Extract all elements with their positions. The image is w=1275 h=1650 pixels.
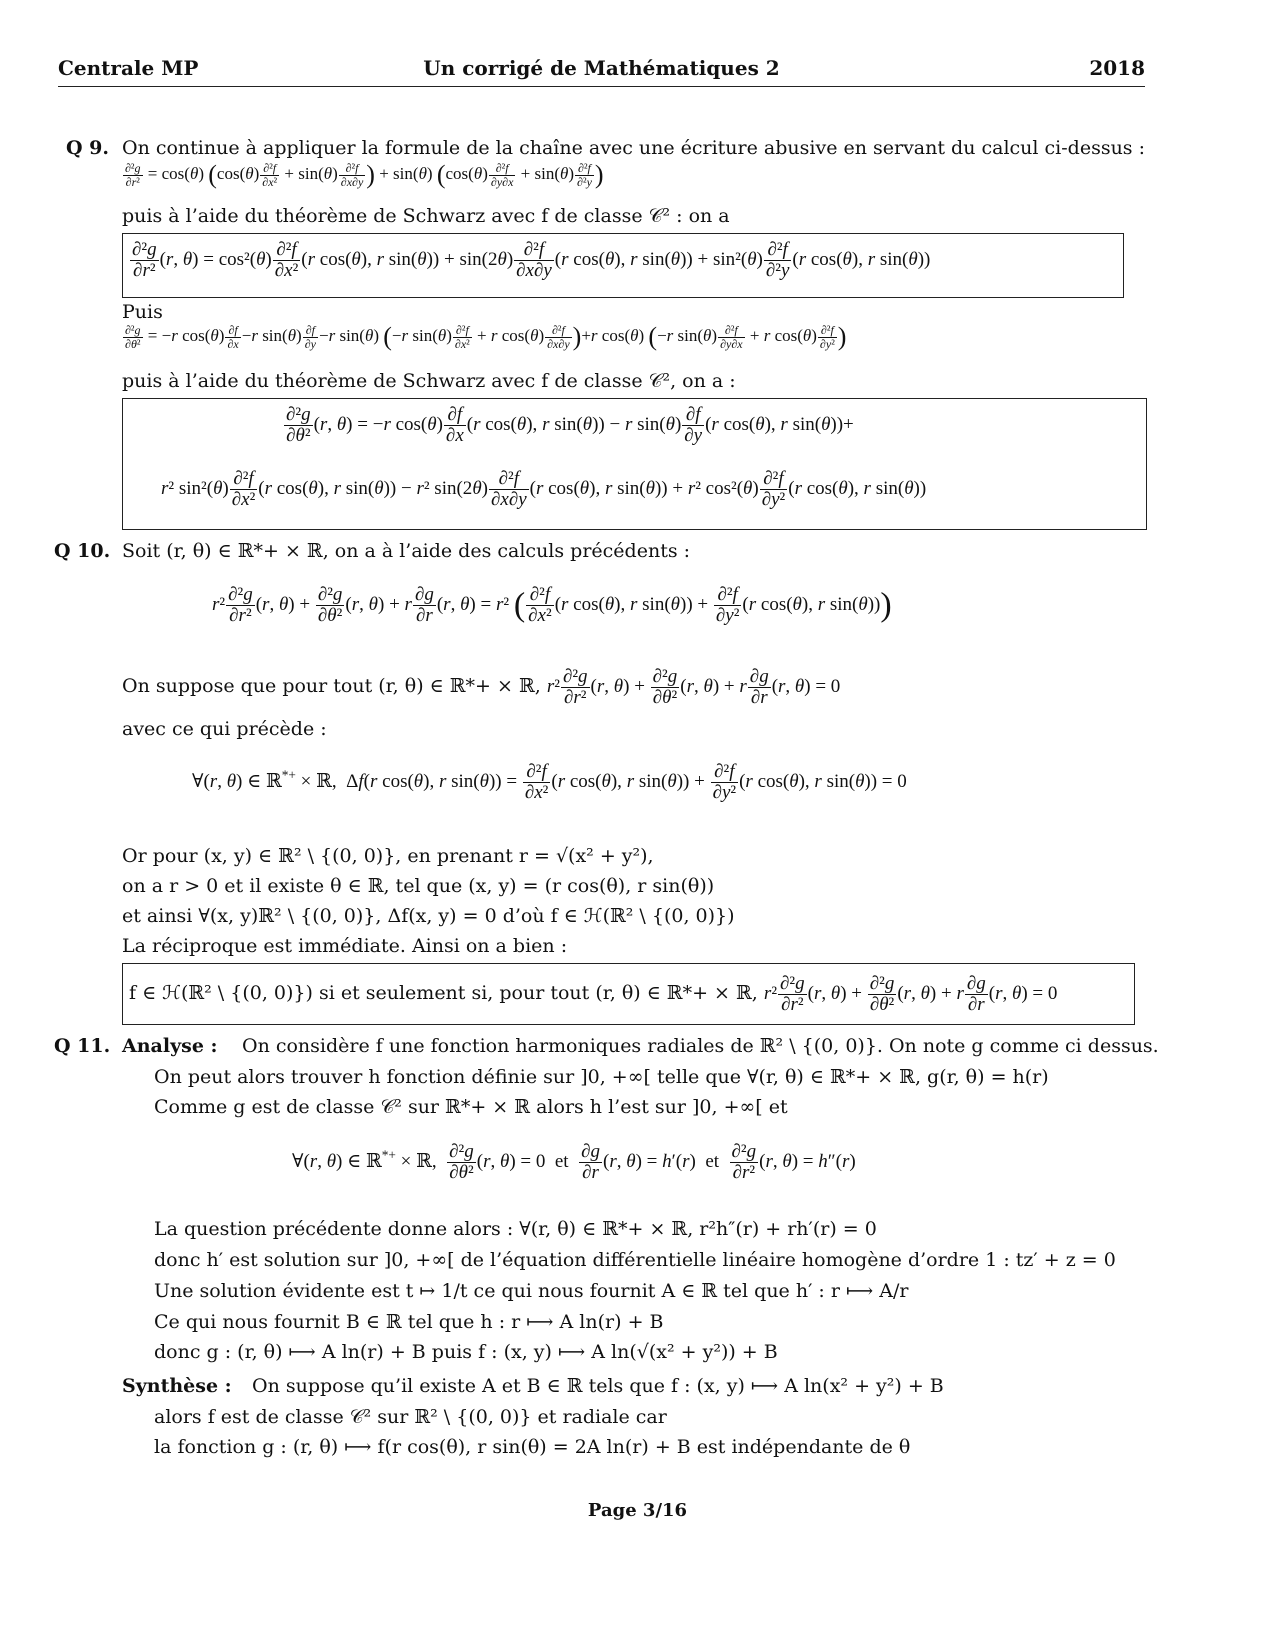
q11-l4: La question précédente donne alors : ∀(r, θ) ∈ ℝ*+ × ℝ, r²h″(r) + rh′(r) = 0 [154,1218,877,1240]
q11-s1: On suppose qu’il existe A et B ∈ ℝ tels que f : (x, y) ⟼ A ln(x² + y²) + B [252,1375,944,1397]
q10-eq1: r² $\frac{\text{∂²g}}{\text{∂r²}}$ (r, θ) + $\frac{\text{∂²g}}{\text{∂θ²}}$ (r, θ) + r $\frac{\partial g}{\partial r}$ (r, θ) = r² ( $\frac{\text{∂²f}}{\text{∂x²}}$ (r cos(θ), r sin(θ)) + $\frac{\text{∂²f}}{\text{∂y²}}$ (r cos(θ), r sin(θ))) [212,584,892,626]
q10-suppose-text: On suppose que pour tout (r, θ) ∈ ℝ*+ × ℝ, [122,674,541,697]
q10-box-content: f ∈ ℋ(ℝ² \ {(0, 0)}) si et seulement si, pour tout (r, θ) ∈ ℝ*+ × ℝ, r² $\frac{\text{∂²g}}{\text{∂r²}}$ (r, θ) + $\frac{\text{∂²g}}{\text{∂θ²}}$ (r, θ) + r $\frac{\partial g}{\partial r}$ (r, θ) = 0 [129,973,1058,1015]
q11-l2: On peut alors trouver h fonction définie sur ]0, +∞[ telle que ∀(r, θ) ∈ ℝ*+ × ℝ, g(r, θ) = h(r) [154,1066,1049,1088]
q9-intro: On continue à appliquer la formule de la chaîne avec une écriture abusive en servant du calcul ci-dessus : [122,137,1146,159]
q9-box1-eq: $\frac{\text{∂²g}}{\text{∂r²}}$ (r, θ) = cos²(θ) $\frac{\text{∂²f}}{\text{∂x²}}$ (r cos(θ), r sin(θ)) + sin(2θ) $\frac{\text{∂²f}}{\partial x\partial y}$ (r cos(θ), r sin(θ)) + sin²(θ) $\frac{\text{∂²f}}{\text{∂²y}}$ (r cos(θ), r sin(θ)) [132,239,931,281]
q10-avec: avec ce qui précède : [122,718,327,740]
q11-l1: On considère f une fonction harmoniques radiales de ℝ² \ {(0, 0)}. On note g comme ci dessus. [242,1035,1159,1057]
q11-s2: alors f est de classe 𝒞² sur ℝ² \ {(0, 0)} et radiale car [154,1406,667,1428]
q10-intro: Soit (r, θ) ∈ ℝ*+ × ℝ, on a à l’aide des calculs précédents : [122,540,691,562]
q9-label: Q 9. [66,137,110,159]
header-year: 2018 [1089,56,1145,80]
q11-synthese: Synthèse : [122,1375,232,1397]
q9-box2-line1: $\frac{\text{∂²g}}{\text{∂θ²}}$ (r, θ) = −r cos(θ) $\frac{\partial f}{\partial x}$ (r cos(θ), r sin(θ)) − r sin(θ) $\frac{\partial f}{\partial y}$ (r cos(θ), r sin(θ))+ [286,404,854,446]
q9-eq1: $\frac{\text{∂²g}}{\text{∂r²}}$ = cos(θ) (cos(θ) $\frac{\text{∂²f}}{\text{∂x²}}$ + sin(θ) $\frac{\text{∂²f}}{\partial x\partial y}$ ) + sin(θ) (cos(θ) $\frac{\text{∂²f}}{\partial y\partial x}$ + sin(θ) $\frac{\text{∂²f}}{\text{∂²y}}$ ) [125,160,604,189]
q9-puis: Puis [122,301,163,323]
q9-schwarz2: puis à l’aide du théorème de Schwarz avec f de classe 𝒞², on a : [122,370,736,392]
q10-suppose: On suppose que pour tout (r, θ) ∈ ℝ*+ × ℝ, r² $\frac{\text{∂²g}}{\text{∂r²}}$ (r, θ) + $\frac{\text{∂²g}}{\text{∂θ²}}$ (r, θ) + r $\frac{\partial g}{\partial r}$ (r, θ) = 0 [122,666,841,708]
q11-eq: ∀(r, θ) ∈ ℝ*+ × ℝ, $\frac{\text{∂²g}}{\text{∂θ²}}$ (r, θ) = 0 et $\frac{\partial g}{\partial r}$ (r, θ) = h′(r) et $\frac{\text{∂²g}}{\text{∂r²}}$ (r, θ) = h″(r) [292,1141,856,1183]
q10-label: Q 10. [54,540,111,562]
q11-s3: la fonction g : (r, θ) ⟼ f(r cos(θ), r sin(θ) = 2A ln(r) + B est indépendante de θ [154,1436,911,1458]
q11-l5: donc h′ est solution sur ]0, +∞[ de l’équation différentielle linéaire homogène d’ordre 1 : tz′ + z = 0 [154,1249,1116,1271]
q10-box [122,963,1135,1025]
q9-eq2: $\frac{\text{∂²g}}{\text{∂θ²}}$ = −r cos(θ) $\frac{\partial f}{\partial x}$ −r sin(θ) $\frac{\partial f}{\partial y}$ −r sin(θ) (−r sin(θ) $\frac{\text{∂²f}}{\text{∂x²}}$ + r cos(θ) $\frac{\text{∂²f}}{\partial x\partial y}$ )+r cos(θ) (−r sin(θ) $\frac{\text{∂²f}}{\partial y\partial x}$ + r cos(θ) $\frac{\text{∂²f}}{\text{∂y²}}$ ) [125,322,847,351]
q9-box2 [122,398,1147,530]
q10-or2: on a r > 0 et il existe θ ∈ ℝ, tel que (x, y) = (r cos(θ), r sin(θ)) [122,875,715,897]
page-number: Page 3/16 [587,1500,688,1521]
q11-label: Q 11. [54,1035,111,1057]
q11-l6: Une solution évidente est t ↦ 1/t ce qui nous fournit A ∈ ℝ tel que h′ : r ⟼ A/r [154,1280,909,1302]
q11-l7: Ce qui nous fournit B ∈ ℝ tel que h : r ⟼ A ln(r) + B [154,1311,664,1333]
header-title: Un corrigé de Mathématiques 2 [423,56,780,80]
q10-or3: et ainsi ∀(x, y)ℝ² \ {(0, 0)}, Δf(x, y) = 0 d’où f ∈ ℋ(ℝ² \ {(0, 0)}) [122,905,735,927]
q10-box-text: f ∈ ℋ(ℝ² \ {(0, 0)}) si et seulement si, pour tout (r, θ) ∈ ℝ*+ × ℝ, [129,981,758,1004]
page-header [58,56,1145,87]
q9-box1 [122,233,1124,298]
q9-schwarz1: puis à l’aide du théorème de Schwarz avec f de classe 𝒞² : on a [122,205,730,227]
q10-or1: Or pour (x, y) ∈ ℝ² \ {(0, 0)}, en prenant r = √(x² + y²), [122,845,654,867]
q11-l3: Comme g est de classe 𝒞² sur ℝ*+ × ℝ alors h l’est sur ]0, +∞[ et [154,1096,788,1118]
q10-reciproque: La réciproque est immédiate. Ainsi on a bien : [122,935,568,957]
q11-analyse: Analyse : [122,1035,218,1057]
q11-l8: donc g : (r, θ) ⟼ A ln(r) + B puis f : (x, y) ⟼ A ln(√(x² + y²)) + B [154,1341,778,1363]
q9-box2-line2: r² sin²(θ) $\frac{\text{∂²f}}{\text{∂x²}}$ (r cos(θ), r sin(θ)) − r² sin(2θ) $\frac{\text{∂²f}}{\partial x\partial y}$ (r cos(θ), r sin(θ)) + r² cos²(θ) $\frac{\text{∂²f}}{\text{∂y²}}$ (r cos(θ), r sin(θ)) [161,468,927,510]
header-left: Centrale MP [58,56,199,80]
q10-eq2: ∀(r, θ) ∈ ℝ*+ × ℝ, Δf(r cos(θ), r sin(θ)) = $\frac{\text{∂²f}}{\text{∂x²}}$ (r cos(θ), r sin(θ)) + $\frac{\text{∂²f}}{\text{∂y²}}$ (r cos(θ), r sin(θ)) = 0 [192,761,907,803]
